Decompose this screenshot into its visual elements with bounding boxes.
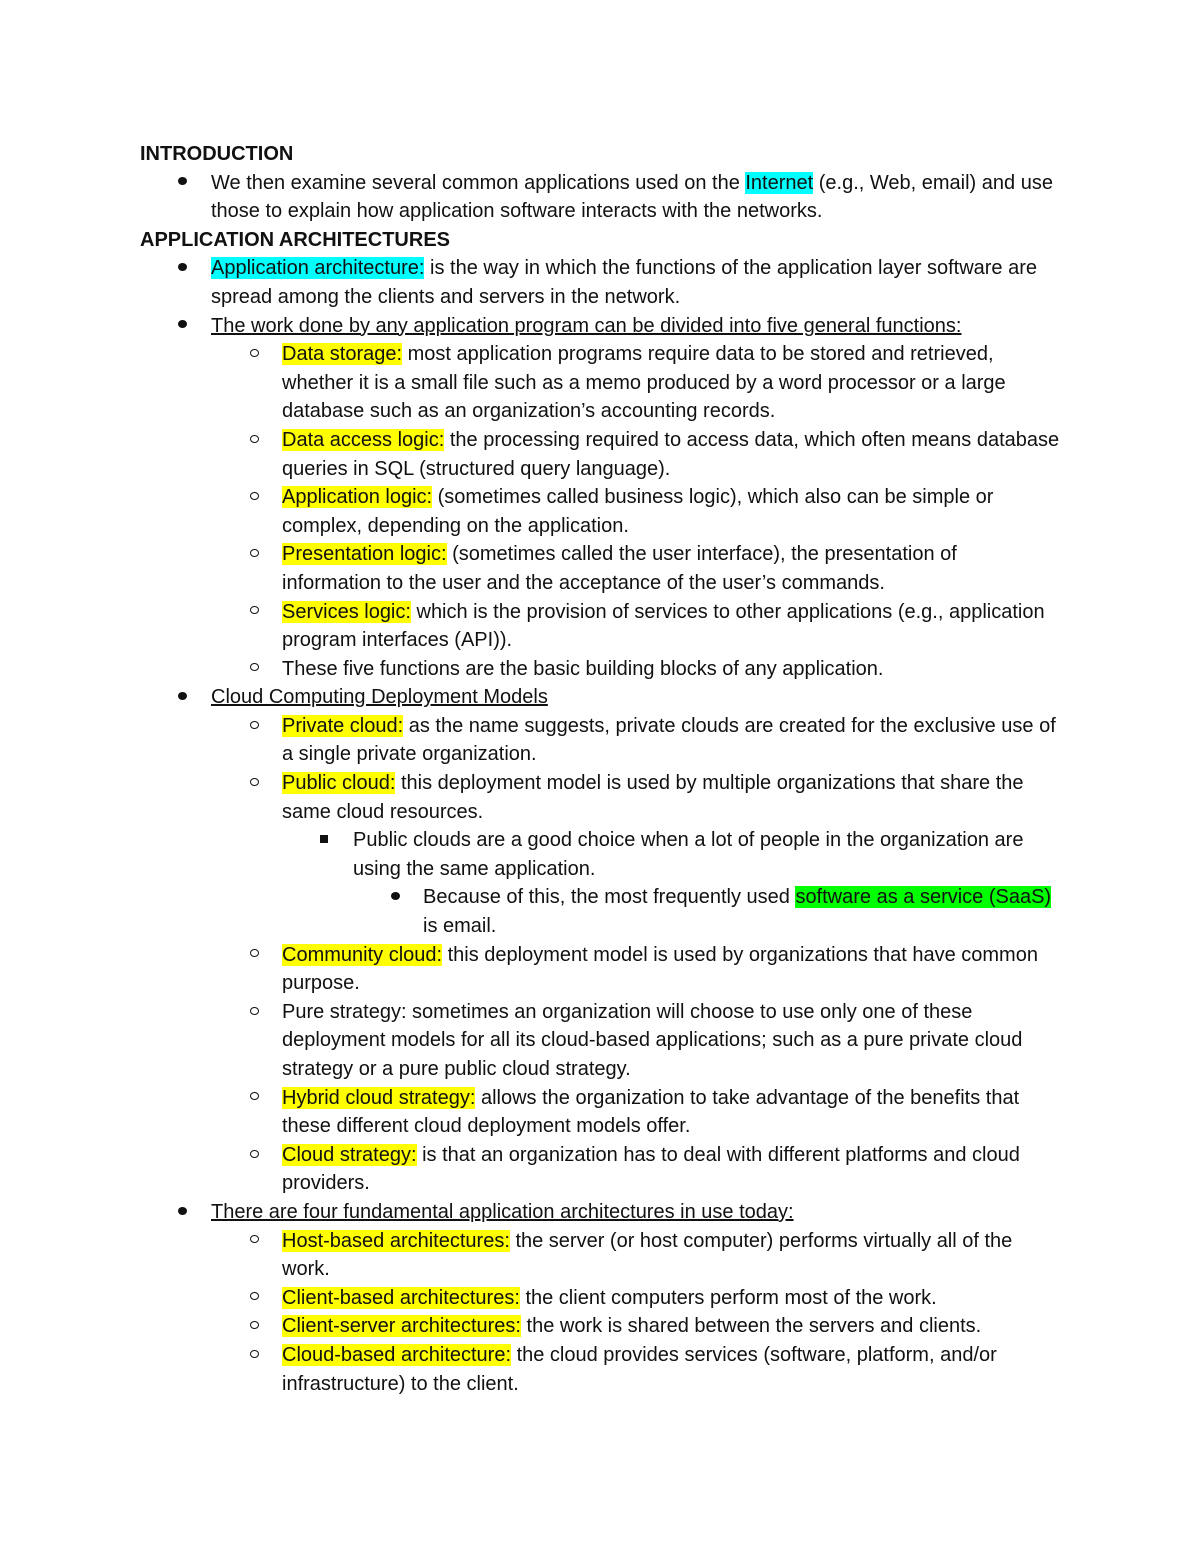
highlighted-term: Cloud-based architecture: [282, 1343, 512, 1366]
list-item: Presentation logic: (sometimes called the user interface), the presentation of information to the user and the acceptance of the user’s commands. [140, 540, 1060, 597]
list-item: Hybrid cloud strategy: allows the organization to take advantage of the benefits that these different cloud deployment models offer. [140, 1084, 1060, 1141]
list-item: Application architecture: is the way in which the functions of the application layer software are spread among the clients and servers in the network. [140, 254, 1060, 311]
bullet-circle-icon [244, 712, 264, 741]
bullet-circle-icon [244, 941, 264, 970]
bullet-circle-icon [244, 1227, 264, 1256]
list-item: Private cloud: as the name suggests, private clouds are created for the exclusive use of a single private organization. [140, 712, 1060, 769]
list-item: Community cloud: this deployment model is used by organizations that have common purpose. [140, 941, 1060, 998]
highlighted-term: Client-server architectures: [282, 1315, 521, 1338]
underlined-subheading: The work done by any application program can be divided into five general functions: [211, 314, 962, 337]
list-item: Client-based architectures: the client computers perform most of the work. [140, 1284, 1060, 1313]
bullet-circle-icon [244, 483, 264, 512]
list-item [140, 312, 1060, 341]
bullet-circle-icon [244, 340, 264, 369]
list-item: Because of this, the most frequently used software as a service (SaaS) is email. [140, 883, 1060, 940]
highlighted-term: software as a service (SaaS) [795, 886, 1052, 909]
bullet-circle-icon [244, 540, 264, 569]
document-body [140, 140, 1060, 1398]
highlighted-term: Application architecture: [211, 257, 425, 280]
underlined-subheading: Cloud Computing Deployment Models [211, 686, 548, 709]
bullet-disc-icon [172, 169, 192, 198]
bullet-disc-icon [172, 312, 192, 341]
list-item: Host-based architectures: the server (or host computer) performs virtually all of the work. [140, 1227, 1060, 1284]
highlighted-term: Host-based architectures: [282, 1229, 510, 1252]
bullet-disc-icon [172, 683, 192, 712]
highlighted-term: Client-based architectures: [282, 1286, 520, 1309]
bullet-circle-icon [244, 769, 264, 798]
highlighted-term: Data storage: [282, 343, 403, 366]
list-item [140, 1198, 1060, 1227]
list-item [140, 683, 1060, 712]
bullet-disc-icon [172, 1198, 192, 1227]
underlined-subheading: There are four fundamental application architectures in use today: [211, 1200, 794, 1223]
highlighted-term: Hybrid cloud strategy: [282, 1086, 476, 1109]
highlighted-term: Data access logic: [282, 428, 445, 451]
bullet-circle-icon [244, 1084, 264, 1113]
bullet-circle-icon [244, 998, 264, 1027]
highlighted-term: Services logic: [282, 600, 411, 623]
list-item: Services logic: which is the provision of services to other applications (e.g., application program interfaces (API)). [140, 598, 1060, 655]
bullet-circle-icon [244, 1284, 264, 1313]
bullet-circle-icon [244, 1141, 264, 1170]
list-item: We then examine several common applications used on the Internet (e.g., Web, email) and use those to explain how application software interacts with the networks. [140, 169, 1060, 226]
bullet-circle-icon [244, 1312, 264, 1341]
list-item: Data access logic: the processing required to access data, which often means database queries in SQL (structured query language). [140, 426, 1060, 483]
list-item: Cloud-based architecture: the cloud provides services (software, platform, and/or infrastructure) to the client. [140, 1341, 1060, 1398]
list-item: Application logic: (sometimes called business logic), which also can be simple or complex, depending on the application. [140, 483, 1060, 540]
list-item: Data storage: most application programs require data to be stored and retrieved, whether it is a small file such as a memo produced by a word processor or a large database such as an organization’s accounting records. [140, 340, 1060, 426]
list-item: These five functions are the basic building blocks of any application. [140, 655, 1060, 684]
bullet-circle-icon [244, 426, 264, 455]
bullet-circle-icon [244, 598, 264, 627]
bullet-disc-icon [172, 254, 192, 283]
heading-application-architectures: APPLICATION ARCHITECTURES [140, 228, 450, 251]
highlighted-term: Internet [745, 171, 814, 194]
highlighted-term: Cloud strategy: [282, 1143, 417, 1166]
list-item: Public clouds are a good choice when a lot of people in the organization are using the same application. [140, 826, 1060, 883]
highlighted-term: Presentation logic: [282, 543, 447, 566]
list-item: Pure strategy: sometimes an organization will choose to use only one of these deployment models for all its cloud-based applications; such as a pure private cloud strategy or a pure public cloud strategy. [140, 998, 1060, 1084]
list-item: Client-server architectures: the work is shared between the servers and clients. [140, 1312, 1060, 1341]
list-item: Cloud strategy: is that an organization has to deal with different platforms and cloud providers. [140, 1141, 1060, 1198]
list-item: Public cloud: this deployment model is used by multiple organizations that share the same cloud resources. [140, 769, 1060, 826]
highlighted-term: Public cloud: [282, 772, 396, 795]
highlighted-term: Community cloud: [282, 943, 443, 966]
highlighted-term: Private cloud: [282, 714, 404, 737]
bullet-circle-icon [244, 655, 264, 684]
heading-introduction: INTRODUCTION [140, 143, 294, 165]
highlighted-term: Application logic: [282, 486, 433, 509]
bullet-disc-icon [385, 883, 405, 912]
bullet-circle-icon [244, 1341, 264, 1370]
bullet-square-icon [314, 826, 334, 855]
